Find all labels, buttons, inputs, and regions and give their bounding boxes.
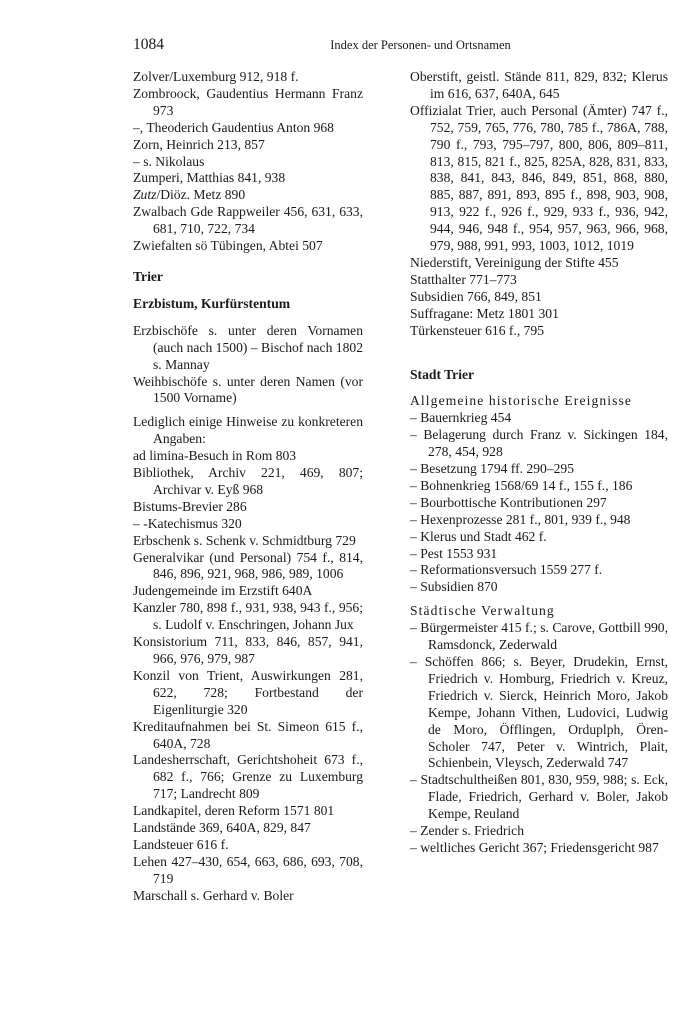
index-entry: Statthalter 771–773 — [410, 271, 517, 287]
index-entry: Landkapitel, deren Reform 1571 801 — [133, 803, 335, 819]
index-entry-italic: Zutz — [133, 187, 157, 203]
running-title: Index der Personen- und Ortsnamen — [330, 38, 511, 52]
index-entry: Erzbischöfe s. unter deren Vornamen (auch nach 1500) – Bischof nach 1802 s. Mannay — [133, 322, 363, 372]
index-entry: Zolver/Luxemburg 912, 918 f. — [133, 69, 299, 84]
index-entry: – s. Nikolaus — [133, 153, 205, 169]
index-entry: Weihbischöfe s. unter deren Namen (vor 1500 Vorname) — [133, 373, 363, 406]
index-entry: Zumperi, Matthias 841, 938 — [133, 170, 286, 186]
section-heading-erzbistum: Erzbistum, Kurfürstentum — [133, 295, 291, 311]
subsection-heading-ereignisse: Allgemeine historische Ereignisse — [410, 393, 633, 409]
index-subentry: – Bohnenkrieg 1568/69 14 f., 155 f., 186 — [410, 477, 633, 493]
index-subentry: – Pest 1553 931 — [410, 545, 498, 561]
index-subentry: – Klerus und Stadt 462 f. — [410, 528, 547, 544]
index-subentry: – Bauernkrieg 454 — [410, 410, 512, 426]
index-entry: Niederstift, Vereinigung der Stifte 455 — [410, 254, 619, 270]
index-entry — [133, 187, 363, 204]
index-entry: Konzil von Trient, Auswirkungen 281, 622, 728; Fortbestand der Eigenliturgie 320 — [133, 667, 363, 717]
index-subentry: – Reformationsversuch 1559 277 f. — [410, 562, 603, 578]
index-entry: –, Theoderich Gaudentius Anton 968 — [133, 119, 334, 135]
index-entry: Marschall s. Gerhard v. Boler — [133, 887, 294, 903]
index-entry: Zombroock, Gaudentius Hermann Franz 973 — [133, 85, 363, 118]
index-entry: Lehen 427–430, 654, 663, 686, 693, 708, 719 — [133, 853, 363, 886]
index-entry: Subsidien 766, 849, 851 — [410, 288, 542, 304]
index-entry: Türkensteuer 616 f., 795 — [410, 322, 545, 338]
index-subentry: – Belagerung durch Franz v. Sickingen 184, 278, 454, 928 — [410, 427, 668, 460]
index-entry: Zwalbach Gde Rappweiler 456, 631, 633, 681, 710, 722, 734 — [133, 204, 363, 237]
page-number: 1084 — [133, 36, 164, 53]
index-subentry: – Zender s. Friedrich — [410, 823, 525, 839]
index-subentry: – Besetzung 1794 ff. 290–295 — [410, 461, 574, 477]
index-entry: Judengemeinde im Erzstift 640A — [133, 583, 313, 599]
index-entry-rest: /Diöz. Metz 890 — [156, 187, 246, 203]
index-entry: Erbschenk s. Schenk v. Schmidtburg 729 — [133, 532, 356, 548]
page-header — [133, 36, 668, 58]
index-entry: Zorn, Heinrich 213, 857 — [133, 136, 265, 152]
index-subentry: – Stadtschultheißen 801, 830, 959, 988; s. Eck, Flade, Friedrich, Gerhard v. Boler, Jakob Kempe, Reuland — [410, 772, 668, 822]
right-column — [410, 69, 668, 857]
index-entry: Generalvikar (und Personal) 754 f., 814, 846, 896, 921, 968, 986, 989, 1006 — [133, 549, 363, 582]
index-entry: Landsteuer 616 f. — [133, 836, 229, 852]
section-heading-trier: Trier — [133, 268, 163, 284]
index-subentry: – Schöffen 866; s. Beyer, Drudekin, Ernst, Friedrich v. Homburg, Friedrich v. Kreuz, Friedrich v. Sierck, Heinrich Moro, Jakob Kempe, Johann Vithen, Ludovici, Ludwig de Moro, Öfflingen, Orduplph, Ören-Scholer 747, Peter v. Wintrich, Plait, Schienbein, Vleysch, Zederwald 747 — [410, 654, 668, 771]
index-entry: Zwiefalten sö Tübingen, Abtei 507 — [133, 238, 323, 254]
index-entry: Landstände 369, 640A, 829, 847 — [133, 820, 311, 836]
index-entry: Konsistorium 711, 833, 846, 857, 941, 966, 976, 979, 987 — [133, 634, 363, 666]
index-subentry: – weltliches Gericht 367; Friedensgericht 987 — [410, 839, 659, 855]
index-subentry: – Hexenprozesse 281 f., 801, 939 f., 948 — [410, 511, 631, 527]
index-subentry: – Subsidien 870 — [410, 579, 498, 595]
index-subentry: – Bourbottische Kontributionen 297 — [410, 494, 607, 510]
index-entry: Landesherrschaft, Gerichtshoheit 673 f., 682 f., 766; Grenze zu Luxemburg 717; Landrecht 809 — [133, 752, 363, 802]
index-note: Lediglich einige Hinweise zu konkreteren Angaben: — [133, 414, 363, 447]
index-entry: ad limina-Besuch in Rom 803 — [133, 448, 297, 464]
section-heading-stadt-trier: Stadt Trier — [410, 366, 475, 382]
index-entry: Offizialat Trier, auch Personal (Ämter) 747 f., 752, 759, 765, 776, 780, 785 f., 786A, 788, 790 f., 793, 795–797, 800, 806, 809–811, 813, 815, 821 f., 825, 825A, 828, 831, 833, 838, 841, 843, 846, 849, 851, 868, 880, 885, 887, 891, 893, 895 f., 898, 903, 908, 913, 922 f., 926 f., 929, 933 f., 936, 942, 944, 946, 948 f., 954, 957, 963, 966, 968, 979, 988, 991, 993, 1003, 1012, 1019 — [410, 102, 668, 254]
index-entry: Oberstift, geistl. Stände 811, 829, 832; Klerus im 616, 637, 640A, 645 — [410, 69, 668, 101]
index-entry: Bistums-Brevier 286 — [133, 498, 247, 514]
index-entry: Bibliothek, Archiv 221, 469, 807; Archivar v. Eyß 968 — [133, 465, 363, 497]
index-entry: Suffragane: Metz 1801 301 — [410, 305, 559, 321]
index-subentry: – Bürgermeister 415 f.; s. Carove, Gottbill 990, Ramsdonck, Zederwald — [410, 620, 668, 653]
left-column — [133, 69, 363, 905]
subsection-heading-verwaltung: Städtische Verwaltung — [410, 603, 555, 619]
index-entry: Kanzler 780, 898 f., 931, 938, 943 f., 956; s. Ludolf v. Enschringen, Johann Jux — [133, 600, 363, 633]
index-entry: – -Katechismus 320 — [133, 515, 242, 531]
index-entry: Kreditaufnahmen bei St. Simeon 615 f., 640A, 728 — [133, 718, 363, 751]
